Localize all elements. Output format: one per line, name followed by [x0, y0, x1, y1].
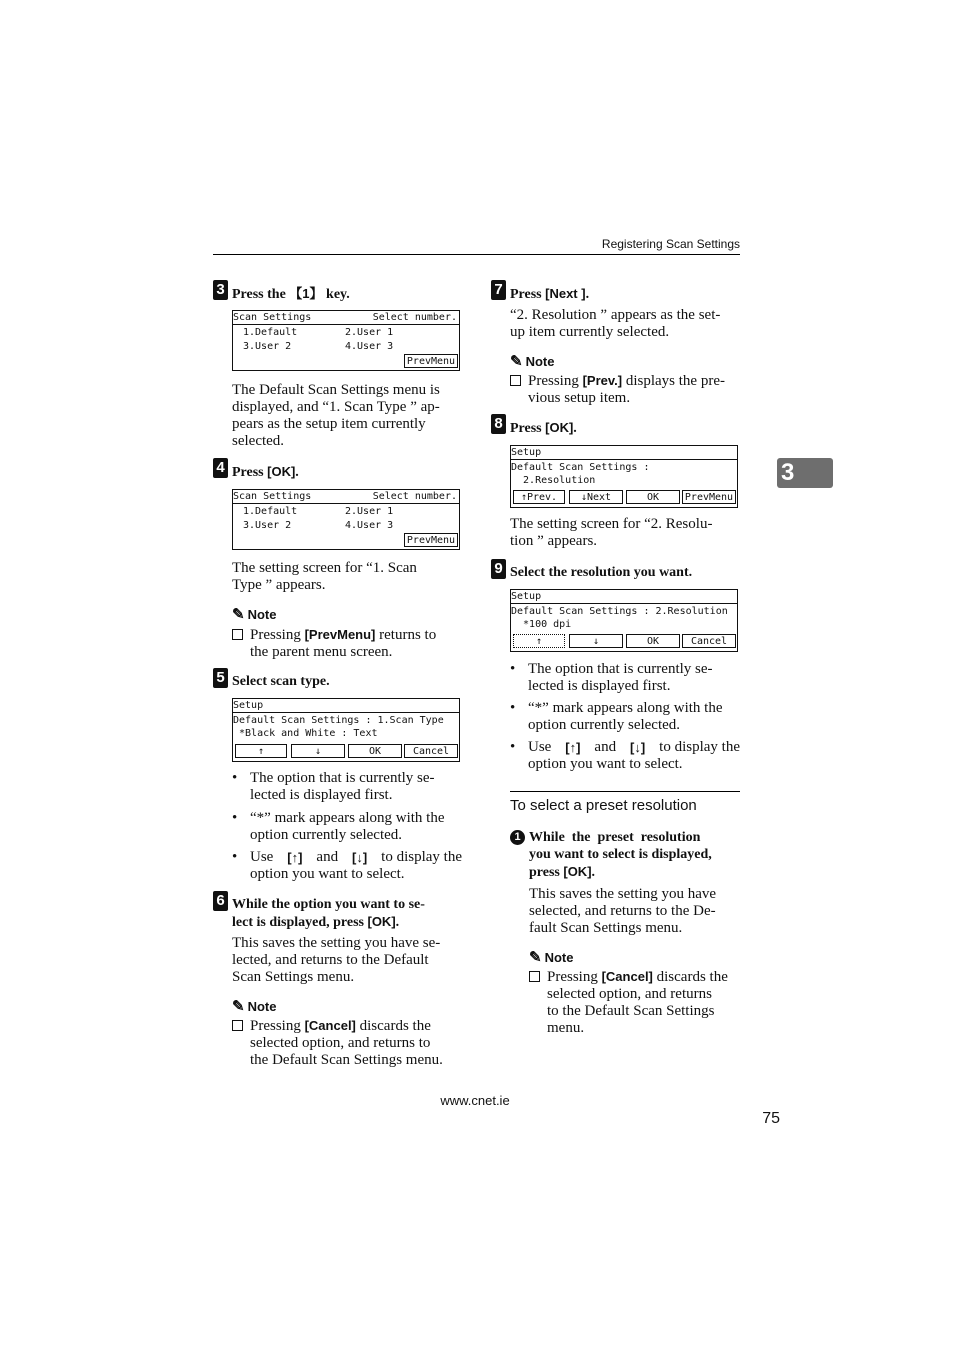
lcd-setup-resolution-value: Setup Default Scan Settings : 2.Resolution *100 dpi ↑ ↓ OK Cancel	[510, 589, 738, 652]
step-8-text: The setting screen for “2. Resolu- tion ” appears.	[510, 516, 713, 549]
note-item: Pressing [PrevMenu] returns to the parent menu screen.	[250, 626, 462, 661]
ok-button: OK	[626, 634, 680, 648]
bullet-item: • Use [↑] and [↓] to display the option you want to select.	[510, 739, 740, 772]
up-button: ↑	[235, 744, 287, 758]
footer-url: www.cnet.ie	[440, 1093, 510, 1108]
bullet-item: • “*” mark appears along with the option currently selected.	[510, 700, 723, 733]
step-5-heading: Select scan type.	[232, 674, 330, 689]
substep-1-text: This saves the setting you have selected, and returns to the De- fault Scan Settings menu.	[529, 886, 717, 936]
step-7-heading: Press [Next ].	[510, 286, 590, 302]
substep-number-1: 1	[510, 830, 525, 845]
prevmenu-button: PrevMenu	[404, 354, 458, 368]
checkbox-icon	[529, 971, 540, 982]
prevmenu-button: PrevMenu	[682, 490, 736, 504]
page-number: 75	[762, 1110, 780, 1127]
subsection-title: To select a preset resolution	[510, 797, 697, 814]
note-item: Pressing [Cancel] discards the selected option, and returns to the Default Scan Settings menu.	[250, 1017, 462, 1069]
bullet-item: • Use [↑] and [↓] to display the option you want to select.	[232, 849, 462, 882]
up-button: ↑	[513, 634, 565, 648]
lcd-scan-settings-2: Scan Settings Select number. 1.Default 2.User 1 3.User 2 4.User 3 PrevMenu	[232, 489, 460, 550]
step-6-text: This saves the setting you have se- lected, and returns to the Default Scan Settings menu.	[232, 935, 441, 985]
pencil-icon: ✎	[232, 998, 245, 1015]
step-4-text: The setting screen for “1. Scan Type ” appears.	[232, 560, 417, 593]
step-number-9: 9	[491, 559, 506, 579]
pencil-icon: ✎	[510, 353, 523, 370]
bullet-item: • The option that is currently se- lected is displayed first.	[510, 661, 713, 694]
cancel-button: Cancel	[682, 634, 736, 648]
note-item: Pressing [Prev.] displays the pre- vious setup item.	[528, 372, 740, 407]
step-number-5: 5	[213, 668, 228, 688]
note-heading: ✎ Note	[232, 606, 277, 623]
step-number-4: 4	[213, 458, 228, 478]
step-number-3: 3	[213, 280, 228, 300]
lcd-scan-settings-1: Scan Settings Select number. 1.Default 2.User 1 3.User 2 4.User 3 PrevMenu	[232, 310, 460, 371]
prev-button: ↑Prev.	[513, 490, 565, 504]
note-heading: ✎ Note	[529, 949, 574, 966]
substep-1-heading: While the preset resolution you want to select is displayed, press [OK].	[529, 830, 712, 880]
down-button: ↓	[569, 634, 623, 648]
step-number-6: 6	[213, 891, 228, 911]
running-header: Registering Scan Settings	[601, 237, 740, 251]
lcd-setup-scan-type: Setup Default Scan Settings : 1.Scan Type *Black and White : Text ↑ ↓ OK Cancel	[232, 698, 460, 762]
header-rule	[213, 254, 740, 255]
step-number-7: 7	[491, 280, 506, 300]
note-item: Pressing [Cancel] discards the selected option, and returns to the Default Scan Settings menu.	[547, 968, 740, 1037]
step-3-text: The Default Scan Settings menu is displayed, and “1. Scan Type ” ap- pears as the setup item currently selected.	[232, 382, 440, 449]
prevmenu-button: PrevMenu	[404, 533, 458, 547]
cancel-button: Cancel	[404, 744, 458, 758]
lcd-setup-resolution-item: Setup Default Scan Settings : 2.Resolution ↑Prev. ↓Next OK PrevMenu	[510, 445, 738, 508]
ok-button: OK	[348, 744, 402, 758]
chapter-number: 3	[781, 459, 795, 486]
down-button: ↓	[291, 744, 345, 758]
step-6-heading: While the option you want to se- lect is displayed, press [OK].	[232, 897, 425, 930]
step-4-heading: Press [OK].	[232, 464, 299, 480]
step-number-8: 8	[491, 414, 506, 434]
next-button: ↓Next	[569, 490, 623, 504]
checkbox-icon	[510, 375, 521, 386]
step-9-heading: Select the resolution you want.	[510, 565, 693, 580]
step-3-heading: Press the 【1】 key.	[232, 286, 350, 302]
step-7-text: “2. Resolution ” appears as the set- up item currently selected.	[510, 307, 721, 340]
chapter-tab	[777, 458, 833, 488]
pencil-icon: ✎	[232, 606, 245, 623]
step-8-heading: Press [OK].	[510, 420, 577, 436]
bullet-item: • “*” mark appears along with the option currently selected.	[232, 810, 445, 843]
pencil-icon: ✎	[529, 949, 542, 966]
bullet-item: • The option that is currently se- lected is displayed first.	[232, 770, 435, 803]
subsection-rule	[510, 791, 740, 792]
ok-button: OK	[626, 490, 680, 504]
checkbox-icon	[232, 629, 243, 640]
note-heading: ✎ Note	[510, 353, 555, 370]
checkbox-icon	[232, 1020, 243, 1031]
note-heading: ✎ Note	[232, 998, 277, 1015]
